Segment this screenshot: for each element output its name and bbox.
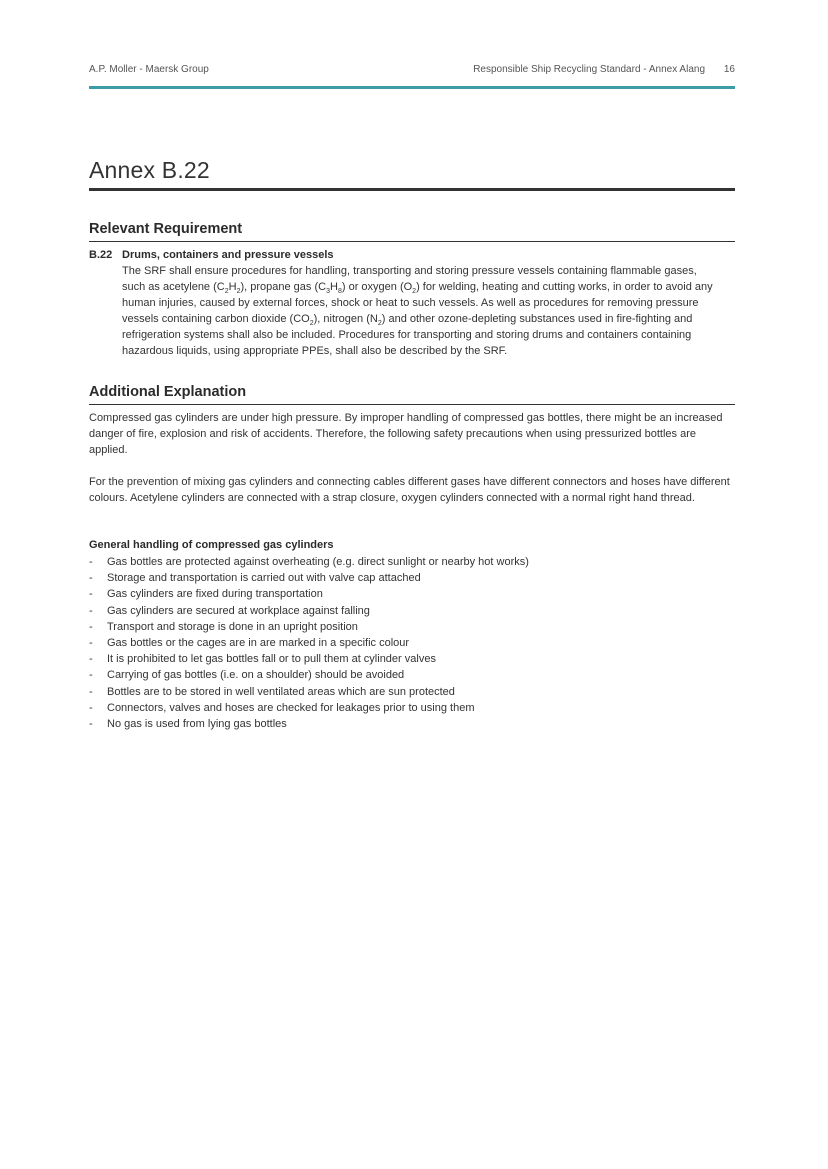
bullet-dash: - <box>89 620 93 633</box>
annex-title-rule <box>89 188 735 191</box>
general-handling-heading: General handling of compressed gas cylinders <box>89 539 334 551</box>
relevant-requirement-rule <box>89 241 735 242</box>
list-item-text: Bottles are to be stored in well ventilated areas which are sun protected <box>107 685 455 698</box>
relevant-requirement-heading: Relevant Requirement <box>89 221 243 237</box>
bullet-dash: - <box>89 637 93 650</box>
header-document-title: Responsible Ship Recycling Standard - Annex Alang <box>473 64 705 75</box>
annex-title: Annex B.22 <box>89 157 210 183</box>
bullet-dash: - <box>89 701 93 714</box>
list-item-text: Gas cylinders are fixed during transportation <box>107 588 323 601</box>
bullet-dash: - <box>89 669 93 682</box>
list-item-text: Gas bottles are protected against overheating (e.g. direct sunlight or nearby hot works) <box>107 556 529 568</box>
list-item <box>89 651 735 667</box>
bullet-dash: - <box>89 685 93 698</box>
list-item <box>89 603 735 619</box>
additional-explanation-rule <box>89 404 735 405</box>
list-item <box>89 570 735 586</box>
list-item <box>89 667 735 683</box>
list-item <box>89 700 735 716</box>
requirement-number: B.22 <box>89 249 113 261</box>
header-company: A.P. Moller - Maersk Group <box>89 64 209 75</box>
list-item-text: Storage and transportation is carried out with valve cap attached <box>107 572 421 585</box>
list-item-text: Carrying of gas bottles (i.e. on a shoulder) should be avoided <box>107 669 405 682</box>
list-item-text: It is prohibited to let gas bottles fall or to pull them at cylinder valves <box>107 653 436 666</box>
list-item <box>89 554 735 570</box>
page-number: 16 <box>723 64 735 75</box>
bullet-dash: - <box>89 653 93 666</box>
general-handling-list <box>89 554 735 732</box>
requirement-body: The SRF shall ensure procedures for handling, transporting and storing pressure vessels containing flammable gases, such as acetylene $(C_2H_2)$, propane gas $(C_3H_8)$ or oxygen $(O_2)$ for welding, heating and cutting works, in order to avoid any human injuries, caused by external forces, shock or heat to such vessels. As well as procedures for removing pressure vessels containing carbon dioxide $(CO_2)$, nitrogen $(N_2)$ and other ozone-depleting substances used in fire-fighting and refrigeration systems shall also be included. Procedures for transporting and storing drums and containers containing hazardous liquids, using appropriate PPEs, shall also be described by the SRF. <box>122 265 713 357</box>
list-item-text: Gas bottles or the cages are in are marked in a specific colour <box>107 637 410 650</box>
header-rule <box>89 86 735 89</box>
list-item <box>89 586 735 602</box>
list-item <box>89 635 735 651</box>
bullet-dash: - <box>89 572 93 585</box>
additional-explanation-heading: Additional Explanation <box>89 384 247 400</box>
explanation-paragraph-2: For the prevention of mixing gas cylinders and connecting cables different gases have different connectors and hoses have different colours. Acetylene cylinders are connected with a strap closure, oxygen cylinders connected with a normal right hand thread. <box>89 476 730 504</box>
list-item <box>89 716 735 732</box>
list-item <box>89 619 735 635</box>
bullet-dash: - <box>89 604 93 617</box>
list-item-text: No gas is used from lying gas bottles <box>107 718 287 731</box>
bullet-dash: - <box>89 556 93 568</box>
explanation-paragraph-1: Compressed gas cylinders are under high pressure. By improper handling of compressed gas bottles, there might be an increased danger of fire, explosion and risk of accidents. Therefore, the following safety precautions when using pressurized bottles are applied. <box>89 412 723 456</box>
page-header <box>89 64 735 78</box>
list-item-text: Transport and storage is done in an upright position <box>107 620 358 633</box>
requirement-title: Drums, containers and pressure vessels <box>122 249 334 261</box>
list-item <box>89 684 735 700</box>
bullet-dash: - <box>89 588 93 601</box>
bullet-dash: - <box>89 718 93 731</box>
list-item-text: Connectors, valves and hoses are checked for leakages prior to using them <box>107 701 475 714</box>
list-item-text: Gas cylinders are secured at workplace against falling <box>107 604 370 617</box>
